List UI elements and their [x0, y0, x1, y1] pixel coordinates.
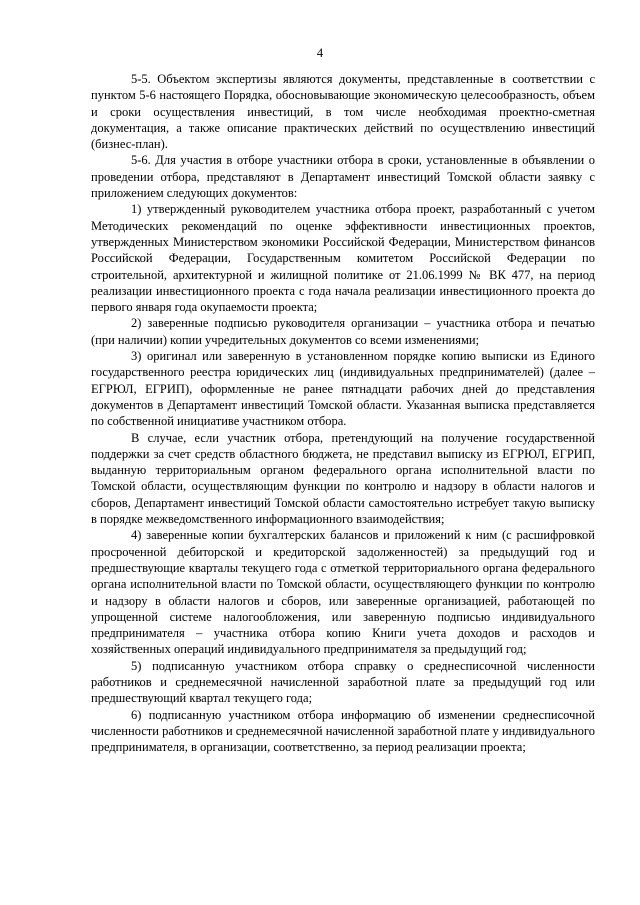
list-item-4: 4) заверенные копии бухгалтерских балансов и приложений к ним (с расшифровкой просроченной дебиторской и кредиторской задолженностей) за предыдущий год и предшествующие кварталы текущего года с отметкой территориального органа федерального органа исполнительной власти по Томской области, осуществляющего функции по контролю и надзору в области налогов и сборов, или заверенные организацией, работающей по упрощенной системе налогообложения, или заверенную подписью индивидуального предпринимателя – участника отбора копию Книги учета доходов и расходов и хозяйственных операций индивидуального предпринимателя за предыдущий год; — [91, 528, 595, 657]
page-number: 4 — [316, 46, 324, 60]
paragraph-exception: В случае, если участник отбора, претендующий на получение государственной поддержки за счет средств областного бюджета, не представил выписку из ЕГРЮЛ, ЕГРИП, выданную территориальным органом федерального органа исполнительной власти по Томской области, осуществляющим функции по контролю и надзору в области налогов и сборов, Департамент инвестиций Томской области самостоятельно истребует такую выписку в порядке межведомственного информационного взаимодействия; — [91, 430, 595, 527]
paragraph-5-5: 5-5. Объектом экспертизы являются документы, представленные в соответствии с пунктом 5-6 настоящего Порядка, обосновывающие экономическую целесообразность, объем и сроки осуществления инвестиций, в том числе необходимая проектно-сметная документация, а также описание практических действий по осуществлению инвестиций (бизнес-план). — [91, 72, 595, 152]
list-item-1: 1) утвержденный руководителем участника отбора проект, разработанный с учетом Методических рекомендаций по оценке эффективности инвестиционных проектов, утвержденных Министерством экономики Российской Федерации, Министерством финансов Российской Федерации, Государственным комитетом Российской Федерации по строительной, архитектурной и жилищной политике от 21.06.1999 № ВК 477, на период реализации инвестиционного проекта с года начала реализации инвестиционного проекта до первого января года окупаемости проекта; — [91, 202, 595, 315]
document-body — [91, 71, 595, 755]
paragraph-5-6: 5-6. Для участия в отборе участники отбора в сроки, установленные в объявлении о проведении отбора, представляют в Департамент инвестиций Томской области заявку с приложением следующих документов: — [91, 153, 595, 201]
list-item-6: 6) подписанную участником отбора информацию об изменении среднесписочной численности работников и среднемесячной начисленной заработной плате у индивидуального предпринимателя, в организации, соответственно, за период реализации проекта; — [91, 707, 595, 755]
list-item-2: 2) заверенные подписью руководителя организации – участника отбора и печатью (при наличии) копии учредительных документов со всеми изменениями; — [91, 316, 595, 347]
list-item-3: 3) оригинал или заверенную в установленном порядке копию выписки из Единого государственного реестра юридических лиц (индивидуальных предпринимателей) (далее – ЕГРЮЛ, ЕГРИП), оформленные не ранее пятнадцати рабочих дней до представления документов в Департамент инвестиций Томской области. Указанная выписка представляется по собственной инициативе участником отбора. — [91, 349, 595, 429]
list-item-5: 5) подписанную участником отбора справку о среднесписочной численности работников и среднемесячной начисленной заработной плате за предыдущий год или предшествующий квартал текущего года; — [91, 658, 595, 706]
